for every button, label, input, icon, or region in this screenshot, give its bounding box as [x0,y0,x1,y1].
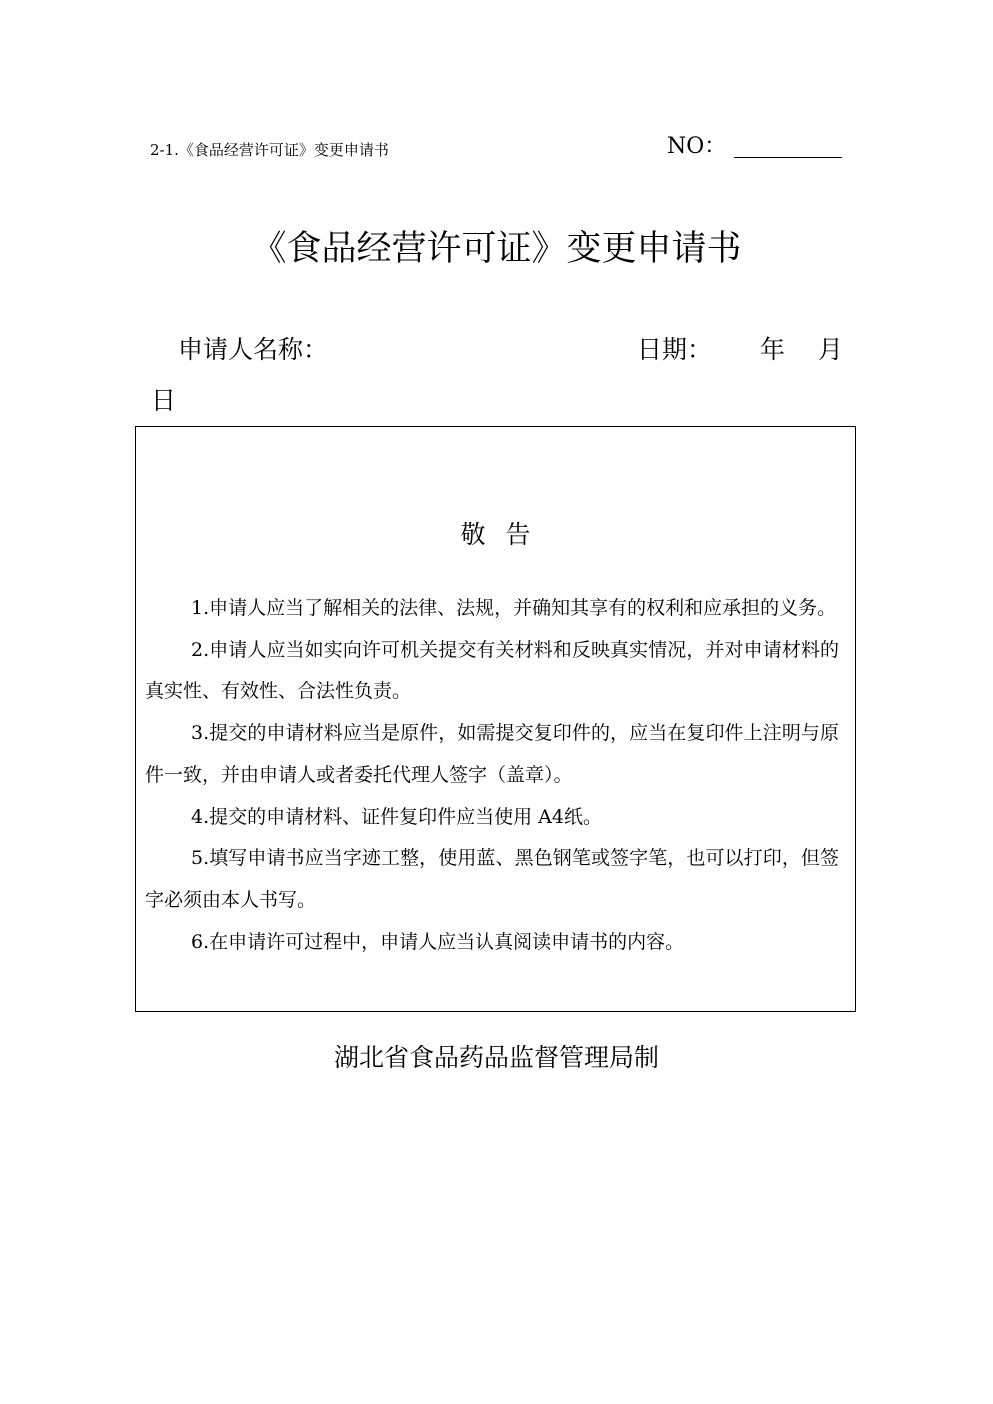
date-year-label: 年 [760,335,786,364]
notice-item: 4.提交的申请材料、证件复印件应当使用 A4纸。 [191,805,602,828]
notice-item: 5.填写申请书应当字迹工整，使用蓝、黑色钢笔或签字笔，也可以打印，但签字必须由本人书写。 [145,847,839,911]
notice-item: 1.申请人应当了解相关的法律、法规，并确知其享有的权利和应承担的义务。 [191,597,837,619]
issuing-authority: 湖北省食品药品监督管理局制 [333,1043,659,1072]
serial-number-label: NO： [667,134,727,159]
notice-title: 敬告 [460,520,551,549]
date-day-label: 日 [151,386,177,415]
document-title: 《食品经营许可证》变更申请书 [251,229,742,269]
serial-number-field[interactable] [734,157,842,158]
notice-box [135,426,856,1012]
notice-item: 6.在申请许可过程中，申请人应当认真阅读申请书的内容。 [191,930,685,953]
applicant-name-label: 申请人名称： [178,335,329,364]
notice-item: 3.提交的申请材料应当是原件，如需提交复印件的，应当在复印件上注明与原件一致，并由申请人或者委托代理人签字（盖章）。 [145,722,839,786]
header-reference: 2-1.《食品经营许可证》变更申请书 [150,141,389,159]
notice-item: 2.申请人应当如实向许可机关提交有关材料和反映真实情况，并对申请材料的真实性、有效性、合法性负责。 [145,638,839,703]
notice-list [145,588,839,963]
date-month-label: 月 [818,335,844,364]
date-label: 日期： [637,335,713,364]
